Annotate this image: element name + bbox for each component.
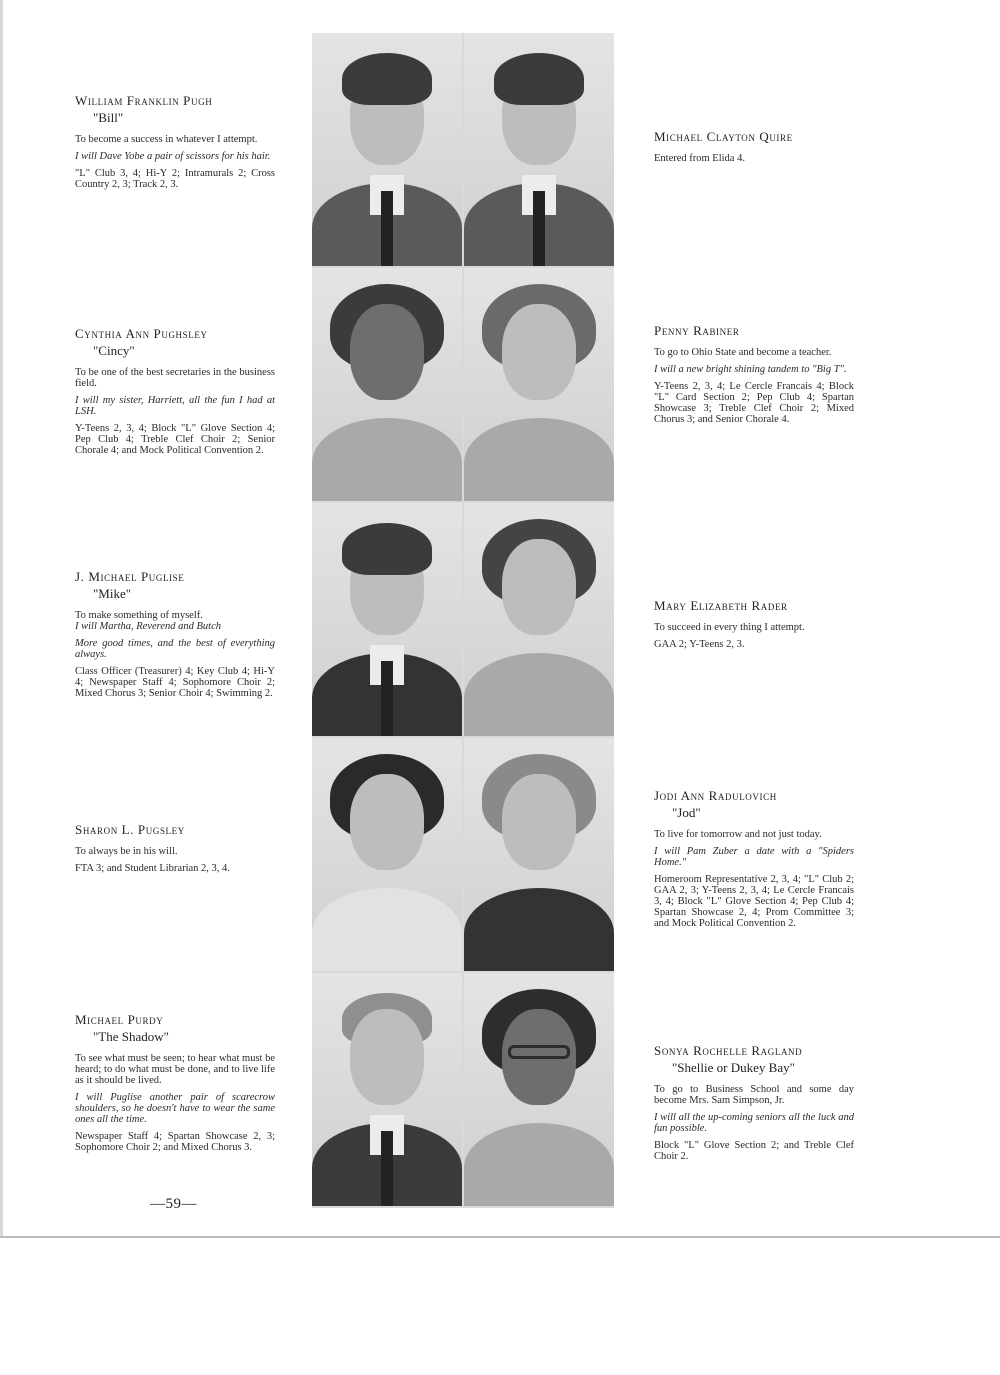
student-nickname: "Cincy" [93,343,135,358]
student-activities: Homeroom Representative 2, 3, 4; "L" Club 2; GAA 2, 3; Y-Teens 2, 3, 4; Le Cercle Francais 3, 4; Block "L" Glove Section 4; Pep Club 4; Spartan Showcase 2, 4; Prom Committee 3; and Mock Political Convention 2. [654,874,854,929]
blank-margin [0,1238,1000,1375]
portrait-william-pugh [312,33,462,266]
student-ambition: To always be in his will. [75,846,178,857]
entry-cynthia-pughsley [75,326,275,456]
portrait-michael-purdy [312,973,462,1206]
student-activities: Class Officer (Treasurer) 4; Key Club 4; Hi-Y 4; Newspaper Staff 4; Sophomore Choir 2; Mixed Chorus 3; Senior Choir 4; Swimming 2. [75,666,275,699]
student-name: Cynthia Ann Pughsley [75,326,208,341]
student-ambition: To succeed in every thing I attempt. [654,622,805,633]
portrait-michael-quire [464,33,614,266]
student-name: Sonya Rochelle Ragland [654,1043,803,1058]
photo-strip [312,33,614,1208]
student-activities: FTA 3; and Student Librarian 2, 3, 4. [75,863,230,874]
entry-penny-rabiner [654,323,854,425]
student-will: I will all the up-coming seniors all the luck and fun possible. [654,1112,854,1134]
page-number: —59— [150,1196,197,1212]
student-activities: GAA 2; Y-Teens 2, 3. [654,639,745,650]
entry-sonya-ragland [654,1043,854,1162]
portrait-michael-puglise [312,503,462,736]
student-activities: "L" Club 3, 4; Hi-Y 2; Intramurals 2; Cross Country 2, 3; Track 2, 3. [75,168,275,190]
student-name: Penny Rabiner [654,323,740,338]
student-activities: Y-Teens 2, 3, 4; Le Cercle Francais 4; Block "L" Card Section 2; Pep Club 4; Spartan Showcase 3; Treble Clef Choir 2; Mixed Chorus 3; and Senior Chorale 4. [654,381,854,425]
student-ambition: To see what must be seen; to hear what must be heard; to do what must be done, and to live life as it should be lived. [75,1053,275,1086]
student-nickname: "Shellie or Dukey Bay" [672,1060,795,1075]
entry-michael-puglise [75,569,275,699]
portrait-sonya-ragland [464,973,614,1206]
student-name: J. Michael Puglise [75,569,185,584]
entry-sharon-pugsley [75,822,275,874]
student-name: Jodi Ann Radulovich [654,788,777,803]
student-activities: Y-Teens 2, 3, 4; Block "L" Glove Section 4; Pep Club 4; Treble Clef Choir 2; Senior Chorale 4; and Mock Political Convention 2. [75,423,275,456]
student-name: Mary Elizabeth Rader [654,598,788,613]
student-will-continued: More good times, and the best of everything always. [75,638,275,660]
student-ambition: To become a success in whatever I attempt. [75,134,258,145]
student-ambition: To be one of the best secretaries in the business field. [75,367,275,389]
portrait-jodi-radulovich [464,738,614,971]
page-edge [0,0,3,1237]
portrait-penny-rabiner [464,268,614,501]
student-nickname: "The Shadow" [93,1029,169,1044]
student-ambition: To live for tomorrow and not just today. [654,829,822,840]
portrait-sharon-pugsley [312,738,462,971]
student-will: I will a new bright shining tandem to "Big T". [654,364,847,375]
entry-michael-purdy [75,1012,275,1153]
student-ambition: To go to Ohio State and become a teacher. [654,347,832,358]
entry-michael-quire [654,129,854,164]
student-nickname: "Jod" [672,805,701,820]
student-nickname: "Bill" [93,110,124,125]
portrait-cynthia-pughsley [312,268,462,501]
student-ambition: To go to Business School and some day become Mrs. Sam Simpson, Jr. [654,1084,854,1106]
student-ambition: Entered from Elida 4. [654,153,745,164]
student-name: Michael Clayton Quire [654,129,793,144]
entry-william-pugh [75,93,275,190]
student-activities: Newspaper Staff 4; Spartan Showcase 2, 3; Sophomore Choir 2; and Mixed Chorus 3. [75,1131,275,1153]
entry-jodi-radulovich [654,788,854,929]
student-nickname: "Mike" [93,586,132,601]
student-ambition: To make something of myself. [75,610,203,621]
student-will: I will Dave Yobe a pair of scissors for his hair. [75,151,271,162]
portrait-mary-rader [464,503,614,736]
student-name: Michael Purdy [75,1012,164,1027]
student-will: I will Puglise another pair of scarecrow shoulders, so he doesn't have to wear the same ones all the time. [75,1092,275,1125]
student-activities: Block "L" Glove Section 2; and Treble Clef Choir 2. [654,1140,854,1162]
student-will: I will Pam Zuber a date with a "Spiders Home." [654,846,854,868]
student-name: William Franklin Pugh [75,93,213,108]
entry-mary-rader [654,598,854,650]
student-will: I will Martha, Reverend and Butch [75,621,221,632]
student-name: Sharon L. Pugsley [75,822,185,837]
student-will: I will my sister, Harriett, all the fun I had at LSH. [75,395,275,417]
